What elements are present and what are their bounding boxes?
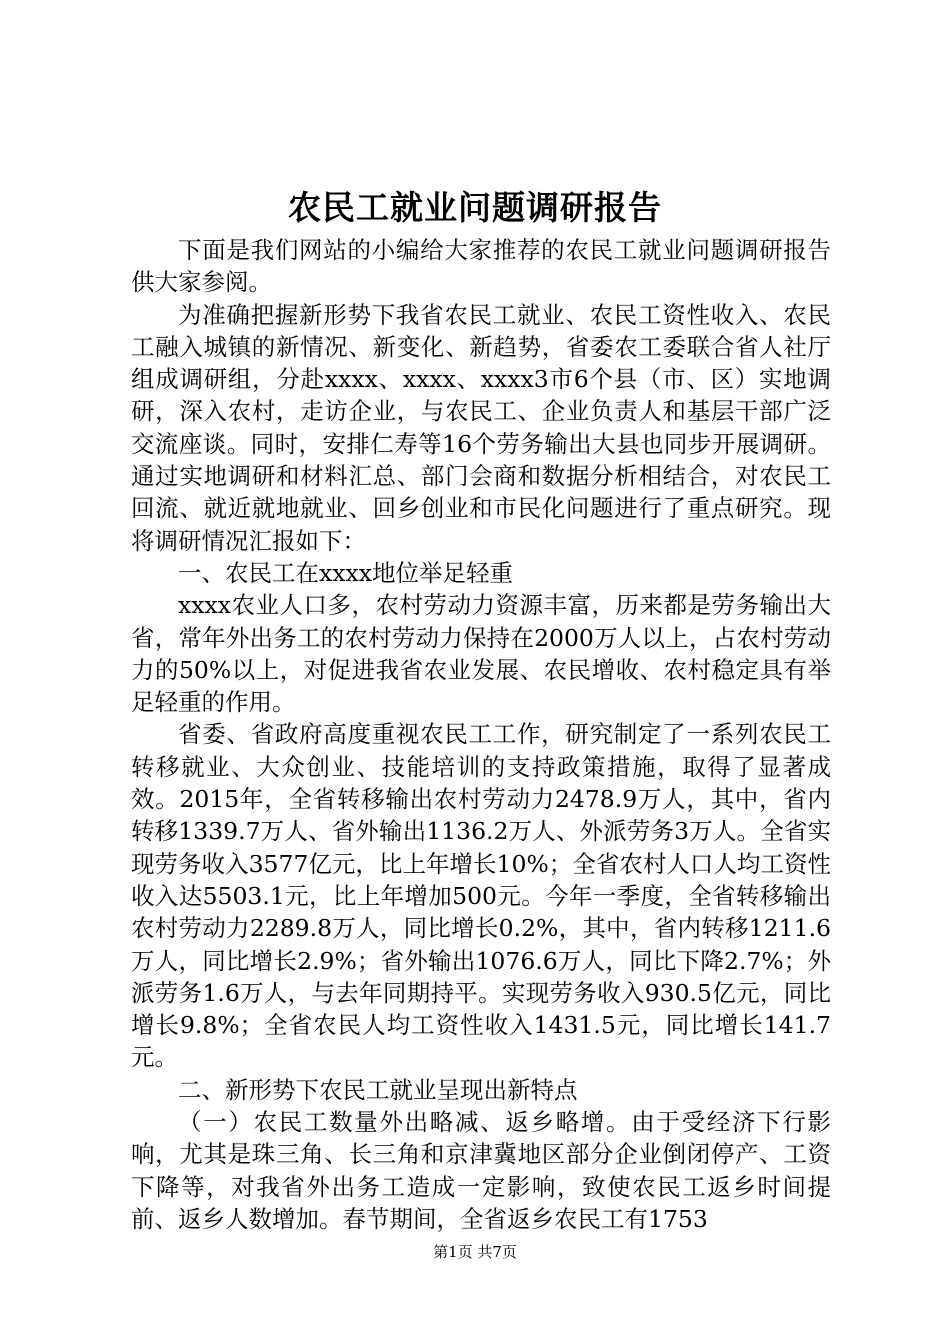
- section-heading-2: 二、新形势下农民工就业呈现出新特点: [178, 1075, 578, 1104]
- body-paragraph: 省委、省政府高度重视农民工工作，研究制定了一系列农民工转移就业、大众创业、技能培训的支持政策措施，取得了显著成效。2015年，全省转移输出农村劳动力2478.9万人，其中，省内转移1339.7万人、省外输出1136.2万人、外派劳务3万人。全省实现劳务收入3577亿元，比上年增长10%；全省农村人口人均工资性收入达5503.1元，比上年增加500元。今年一季度，全省转移输出农村劳动力2289.8万人，同比增长0.2%，其中，省内转移1211.6万人，同比增长2.9%；省外输出1076.6万人，同比下降2.7%；外派劳务1.6万人，与去年同期持平。实现劳务收入930.5亿元，同比增长9.8%；全省农民人均工资性收入1431.5元，同比增长141.7元。: [131, 720, 831, 1072]
- document-body: [131, 234, 831, 1235]
- page-footer: 第1页 共7页: [433, 1243, 517, 1261]
- body-paragraph: xxxx农业人口多，农村劳动力资源丰富，历来都是劳务输出大省，常年外出务工的农村劳动力保持在2000万人以上，占农村劳动力的50%以上，对促进我省农业发展、农民增收、农村稳定具有举足轻重的作用。: [131, 591, 831, 717]
- intro-paragraph: 下面是我们网站的小编给大家推荐的农民工就业问题调研报告供大家参阅。: [131, 236, 831, 297]
- background-paragraph: 为准确把握新形势下我省农民工就业、农民工资性收入、农民工融入城镇的新情况、新变化、新趋势，省委农工委联合省人社厅组成调研组，分赴xxxx、xxxx、xxxx3市6个县（市、区）实地调研，深入农村，走访企业，与农民工、企业负责人和基层干部广泛交流座谈。同时，安排仁寿等16个劳务输出大县也同步开展调研。通过实地调研和材料汇总、部门会商和数据分析相结合，对农民工回流、就近就地就业、回乡创业和市民化问题进行了重点研究。现将调研情况汇报如下：: [131, 300, 831, 555]
- body-paragraph: （一）农民工数量外出略减、返乡略增。由于受经济下行影响，尤其是珠三角、长三角和京津冀地区部分企业倒闭停产、工资下降等，对我省外出务工造成一定影响，致使农民工返乡时间提前、返乡人数增加。春节期间，全省返乡农民工有1753: [131, 1108, 831, 1233]
- document-title: 农民工就业问题调研报告: [288, 188, 662, 227]
- section-heading-1: 一、农民工在xxxx地位举足轻重: [178, 558, 514, 587]
